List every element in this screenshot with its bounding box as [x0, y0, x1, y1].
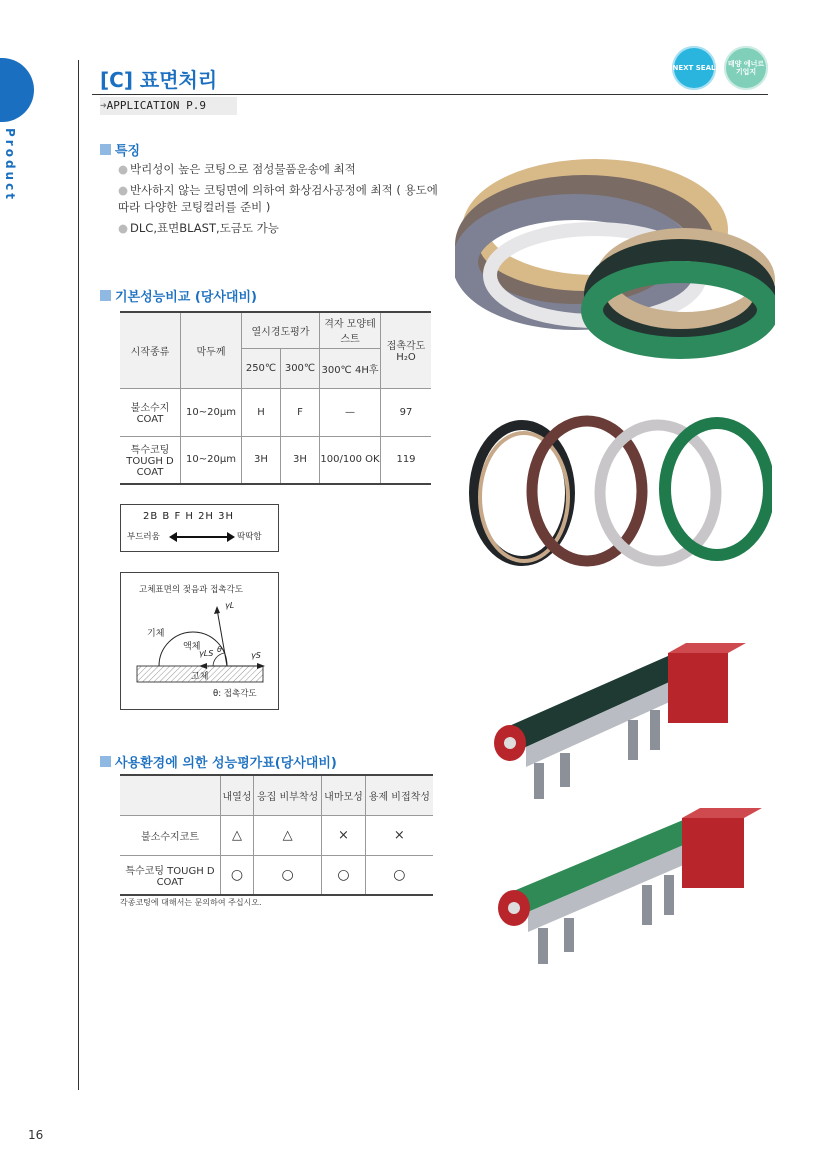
liquid-label: 액체 [183, 642, 201, 652]
gamma-l-label: γL [225, 601, 235, 610]
performance-heading: 기본성능비교 (당사대비) [100, 286, 257, 305]
margin-rule [78, 60, 79, 1090]
header-heat-hardness: 열시경도평가 [242, 312, 320, 348]
coated-belts-photo-1 [455, 150, 775, 370]
table-row: 불소수지 COAT 10~20μm H F — 97 [120, 388, 431, 436]
hardness-scale [120, 504, 279, 552]
next-seal-badge: NEXT SEAL [672, 46, 716, 90]
header-type: 시작종류 [120, 312, 181, 388]
header-non-stick: 응집 비부착성 [253, 775, 321, 815]
contact-angle-diagram [120, 572, 279, 710]
double-arrow-icon [169, 531, 235, 543]
bullet-icon: ● [118, 221, 129, 235]
header-250: 250℃ [242, 348, 281, 388]
diagram-caption: θ: 접촉각도 [213, 689, 257, 699]
environment-table [120, 774, 433, 896]
inquiry-note: 각종코팅에 대해서는 문의하여 주십시오. [120, 898, 262, 907]
hardness-grades: 2B B F H 2H 3H [143, 511, 235, 522]
soft-label: 부드러움 [127, 532, 160, 542]
header-heat: 내열성 [221, 775, 254, 815]
application-ref[interactable]: ➜APPLICATION P.9 [100, 97, 237, 115]
bullet-icon: ● [118, 183, 129, 197]
feature-item: ● 박리성이 높은 코팅으로 점성물품운송에 최적 [118, 162, 356, 176]
energy-badge: 태양 에너르 기업지 [724, 46, 768, 90]
page-title: [C] 표면처리 [100, 68, 218, 92]
features-heading: 특징 [100, 140, 140, 159]
gamma-ls-label: γLS [199, 649, 214, 658]
feature-item: ● 반사하지 않는 코팅면에 의하여 화상검사공정에 최적 ( 용도에따라 다양한 코팅컬러를 준비 ) [118, 183, 438, 214]
page-number: 16 [28, 1128, 44, 1142]
feature-item: ● DLC,표면BLAST,도금도 가능 [118, 221, 279, 235]
table-row: 특수코팅 TOUGH D COAT 10~20μm 3H 3H 100/100 OK 119 [120, 436, 431, 484]
table-row: 특수코팅 TOUGH D COAT ○ ○ ○ ○ [120, 855, 433, 895]
square-bullet-icon [100, 144, 111, 155]
solid-label: 고체 [191, 672, 209, 682]
hard-label: 딱딱함 [237, 532, 262, 542]
side-tab-marker [0, 58, 34, 122]
table-row: 불소수지코트 △ △ × × [120, 815, 433, 855]
diagram-title: 고체표면의 젖음과 접촉각도 [139, 585, 243, 595]
title-rule [92, 94, 768, 95]
header-thickness: 막두께 [181, 312, 242, 388]
header-grid-test: 격자 모양테스트 [320, 312, 381, 348]
header-grid-cond: 300℃ 4H후 [320, 348, 381, 388]
square-bullet-icon [100, 290, 111, 301]
environment-heading: 사용환경에 의한 성능평가표(당사대비) [100, 752, 337, 771]
header-solvent: 용제 비접착성 [365, 775, 433, 815]
header-300: 300℃ [281, 348, 320, 388]
side-tab-label: Product [3, 128, 17, 202]
performance-table [120, 311, 431, 485]
coated-belts-photo-2 [462, 415, 772, 575]
square-bullet-icon [100, 756, 111, 767]
conveyor-green-belt-photo [492, 800, 762, 970]
gas-label: 기체 [147, 629, 165, 639]
header-contact-angle: 접촉각도 H₂O [381, 312, 432, 388]
arrow-right-icon: ➜ [100, 99, 107, 112]
conveyor-dark-belt-photo [488, 635, 748, 805]
header-wear: 내마모성 [322, 775, 366, 815]
theta-label: θ [217, 645, 222, 654]
bullet-icon: ● [118, 162, 129, 176]
gamma-s-label: γS [251, 651, 261, 660]
